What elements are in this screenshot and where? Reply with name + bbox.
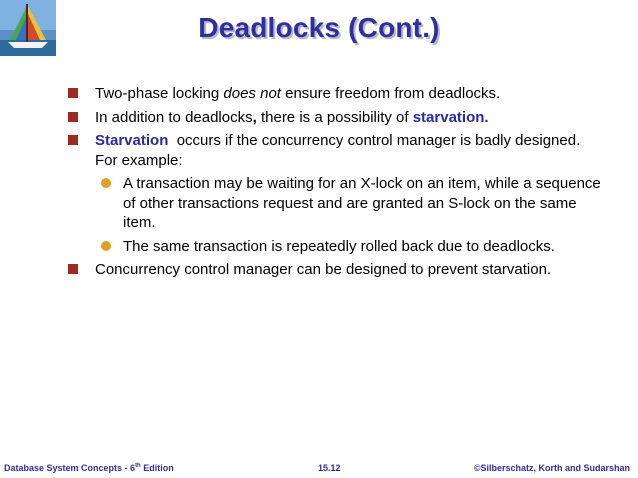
bullet-text: Two-phase locking: [95, 85, 224, 102]
bullet-item: [66, 260, 606, 280]
sub-bullet-text: The same transaction is repeatedly rolled back due to deadlocks.: [123, 237, 555, 255]
footer-copyright: ©Silberschatz, Korth and Sudarshan: [473, 463, 630, 473]
square-bullet-icon: [68, 88, 78, 98]
bullet-item: [66, 84, 606, 104]
bullet-item: [66, 131, 606, 170]
bullet-emphasis: Starvation: [95, 132, 169, 149]
footer-edition-superscript: th: [135, 463, 141, 469]
bullet-text: there is a possibility of: [256, 108, 413, 126]
bullet-emphasis: starvation.: [412, 108, 489, 126]
sub-bullet-item: [66, 174, 606, 233]
bullet-text: occurs if the concurrency control manager is badly designed. For example:: [95, 132, 585, 169]
bullet-item: [66, 108, 606, 128]
square-bullet-icon: [68, 135, 78, 145]
footer-book-title-text: Database System Concepts - 6: [4, 463, 136, 473]
sub-bullet-text: A transaction may be waiting for an X-lock on an item, while a sequence of other transactions request and are granted an S-lock on the same item.: [123, 175, 601, 231]
square-bullet-icon: [68, 264, 78, 274]
bullet-text: ensure freedom from deadlocks.: [280, 85, 501, 102]
bullet-bold-comma: ,: [252, 108, 257, 126]
bullet-text: Concurrency control manager can be designed to prevent starvation.: [95, 261, 552, 278]
bullet-text: In addition to deadlocks: [95, 108, 253, 126]
slide-content: [66, 84, 606, 284]
footer-book-title: [4, 463, 174, 473]
footer-page-number: 15.12: [318, 463, 341, 473]
round-bullet-icon: [101, 241, 111, 251]
slide-title: Deadlocks (Cont.): [198, 12, 440, 43]
footer-edition-text: Edition: [140, 463, 174, 473]
bullet-italic-text: does not: [223, 85, 281, 102]
square-bullet-icon: [68, 112, 78, 122]
round-bullet-icon: [101, 178, 111, 188]
slide-footer: [0, 458, 638, 474]
sub-bullet-item: [66, 237, 606, 257]
